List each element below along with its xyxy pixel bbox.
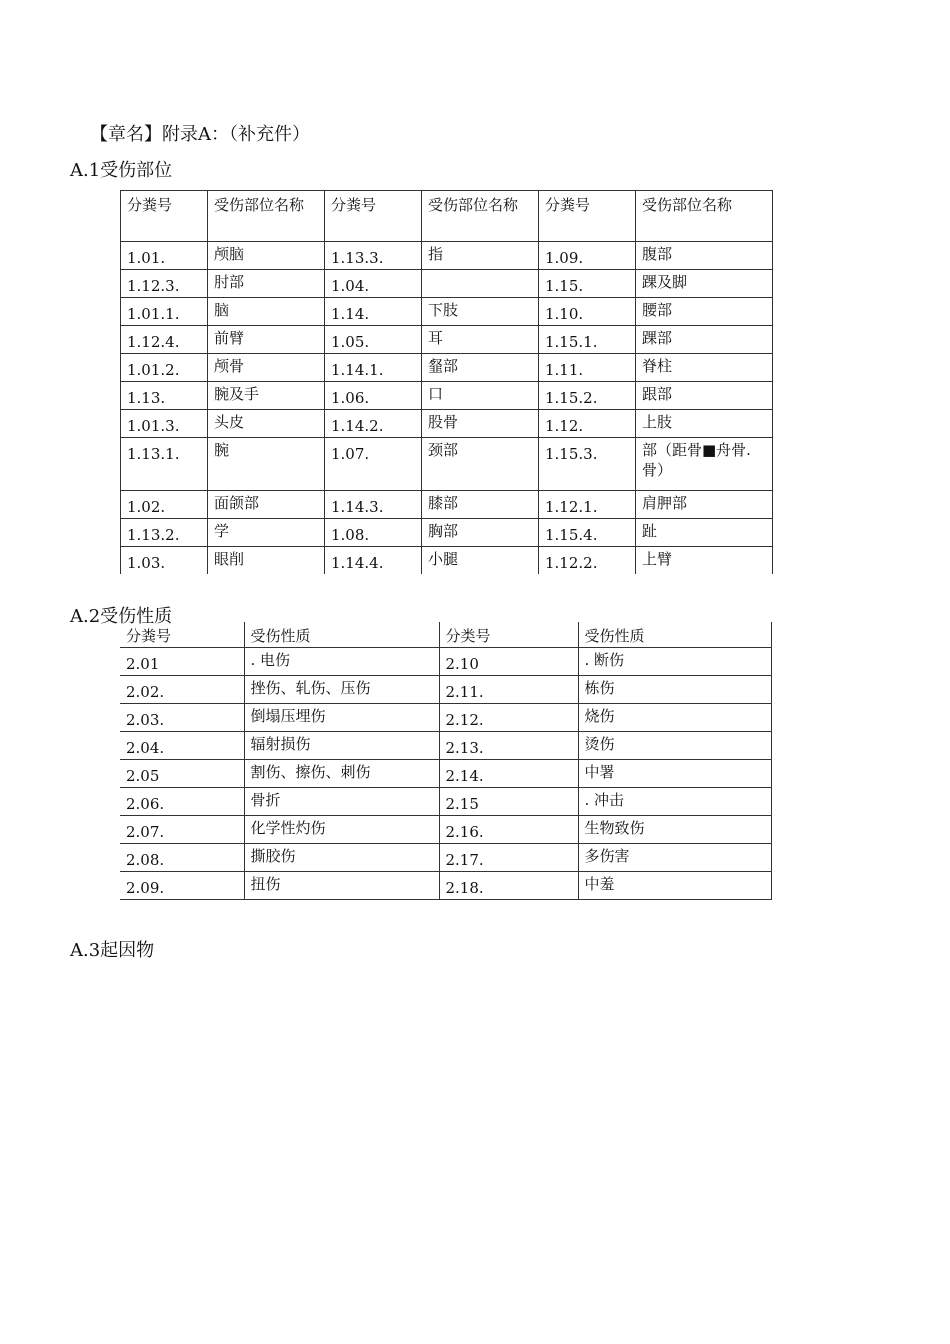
table-row [121, 547, 773, 575]
name-cell: 胸部 [422, 519, 539, 547]
table-row [121, 242, 773, 270]
code-cell: 1.01.2. [121, 354, 208, 382]
name-cell: 颅骨 [208, 354, 325, 382]
name-cell: 膝部 [422, 491, 539, 519]
name-cell: 生物致伤 [578, 816, 771, 844]
code-cell: 2.15 [439, 788, 578, 816]
chapter-title: 【章名】附录A：（补充件） [90, 124, 310, 145]
code-cell: 1.14.1. [325, 354, 422, 382]
name-cell: 烫伤 [578, 732, 771, 760]
injury-nature-table [120, 622, 772, 900]
name-cell: 踝部 [636, 326, 773, 354]
code-cell: 2.11. [439, 676, 578, 704]
code-cell: 1.13.1. [121, 438, 208, 491]
column-header: 分粪号 [121, 191, 208, 242]
name-cell: 上肢 [636, 410, 773, 438]
table-row [121, 491, 773, 519]
table-row [120, 704, 771, 732]
name-cell: 下肢 [422, 298, 539, 326]
name-cell: 中羞 [578, 872, 771, 900]
code-cell: 2.02. [120, 676, 244, 704]
section-heading-a1: A.1受伤部位 [70, 160, 173, 181]
code-cell: 2.10 [439, 648, 578, 676]
code-cell: 1.15.2. [539, 382, 636, 410]
name-cell: 小腿 [422, 547, 539, 575]
name-cell: 跟部 [636, 382, 773, 410]
section-heading-a3: A.3起因物 [70, 940, 155, 961]
column-header: 受伤性质 [578, 622, 771, 648]
name-cell: . 电伤 [244, 648, 439, 676]
code-cell: 2.08. [120, 844, 244, 872]
code-cell: 1.14.4. [325, 547, 422, 575]
table-row [120, 732, 771, 760]
code-cell: 1.01.3. [121, 410, 208, 438]
column-header: 受伤部位名称 [636, 191, 773, 242]
name-cell: 腰部 [636, 298, 773, 326]
table-row [120, 676, 771, 704]
column-header: 分粪号 [120, 622, 244, 648]
code-cell: 2.12. [439, 704, 578, 732]
code-cell: 1.07. [325, 438, 422, 491]
code-cell: 1.15.1. [539, 326, 636, 354]
name-cell: 扭伤 [244, 872, 439, 900]
name-cell: 脊柱 [636, 354, 773, 382]
code-cell: 1.15.4. [539, 519, 636, 547]
code-cell: 1.13. [121, 382, 208, 410]
name-cell: 口 [422, 382, 539, 410]
name-cell: 耳 [422, 326, 539, 354]
code-cell: 1.08. [325, 519, 422, 547]
name-cell: 颅脑 [208, 242, 325, 270]
injury-location-table [120, 190, 773, 574]
table-row [121, 438, 773, 491]
code-cell: 1.04. [325, 270, 422, 298]
name-cell: 腕及手 [208, 382, 325, 410]
code-cell: 1.01.1. [121, 298, 208, 326]
name-cell: . 断伤 [578, 648, 771, 676]
name-cell: 中署 [578, 760, 771, 788]
code-cell: 1.14.3. [325, 491, 422, 519]
name-cell: 腹部 [636, 242, 773, 270]
name-cell: 韰部 [422, 354, 539, 382]
name-cell: 部（距骨■舟骨.骨） [636, 438, 773, 491]
name-cell: 上臂 [636, 547, 773, 575]
name-cell: 肩胛部 [636, 491, 773, 519]
code-cell: 1.12.3. [121, 270, 208, 298]
code-cell: 1.12. [539, 410, 636, 438]
code-cell: 1.09. [539, 242, 636, 270]
code-cell: 1.15.3. [539, 438, 636, 491]
name-cell: 前臂 [208, 326, 325, 354]
code-cell: 1.12.2. [539, 547, 636, 575]
table-row [121, 519, 773, 547]
name-cell [422, 270, 539, 298]
name-cell: . 冲击 [578, 788, 771, 816]
table-row [120, 816, 771, 844]
code-cell: 2.07. [120, 816, 244, 844]
name-cell: 趾 [636, 519, 773, 547]
name-cell: 头皮 [208, 410, 325, 438]
column-header: 分粪号 [539, 191, 636, 242]
code-cell: 2.09. [120, 872, 244, 900]
code-cell: 1.13.2. [121, 519, 208, 547]
code-cell: 1.06. [325, 382, 422, 410]
name-cell: 多伤害 [578, 844, 771, 872]
code-cell: 1.12.1. [539, 491, 636, 519]
name-cell: 腕 [208, 438, 325, 491]
column-header: 受伤部位名称 [422, 191, 539, 242]
table-row [120, 872, 771, 900]
name-cell: 化学性灼伤 [244, 816, 439, 844]
name-cell: 脑 [208, 298, 325, 326]
column-header: 受伤部位名称 [208, 191, 325, 242]
code-cell: 1.12.4. [121, 326, 208, 354]
code-cell: 2.01 [120, 648, 244, 676]
code-cell: 1.05. [325, 326, 422, 354]
code-cell: 1.03. [121, 547, 208, 575]
code-cell: 2.04. [120, 732, 244, 760]
name-cell: 指 [422, 242, 539, 270]
name-cell: 挫伤、轧伤、压伤 [244, 676, 439, 704]
table-row [121, 326, 773, 354]
table-row [120, 844, 771, 872]
code-cell: 1.02. [121, 491, 208, 519]
code-cell: 1.11. [539, 354, 636, 382]
name-cell: 栋伤 [578, 676, 771, 704]
table-header-row [121, 191, 773, 242]
section-heading-a2: A.2受伤性质 [70, 606, 173, 627]
code-cell: 1.10. [539, 298, 636, 326]
code-cell: 2.14. [439, 760, 578, 788]
table-row [120, 760, 771, 788]
name-cell: 学 [208, 519, 325, 547]
code-cell: 1.14. [325, 298, 422, 326]
table-row [121, 382, 773, 410]
name-cell: 踝及脚 [636, 270, 773, 298]
column-header: 分粪号 [325, 191, 422, 242]
code-cell: 2.03. [120, 704, 244, 732]
code-cell: 1.01. [121, 242, 208, 270]
code-cell: 1.14.2. [325, 410, 422, 438]
table-row [120, 648, 771, 676]
code-cell: 2.18. [439, 872, 578, 900]
table-row [120, 788, 771, 816]
name-cell: 肘部 [208, 270, 325, 298]
code-cell: 2.06. [120, 788, 244, 816]
code-cell: 2.17. [439, 844, 578, 872]
name-cell: 辐射损伤 [244, 732, 439, 760]
name-cell: 颈部 [422, 438, 539, 491]
name-cell: 烧伤 [578, 704, 771, 732]
code-cell: 1.15. [539, 270, 636, 298]
table-row [121, 298, 773, 326]
column-header: 分类号 [439, 622, 578, 648]
table-header-row [120, 622, 771, 648]
code-cell: 1.13.3. [325, 242, 422, 270]
name-cell: 倒塌压埋伤 [244, 704, 439, 732]
table-row [121, 354, 773, 382]
table-row [121, 270, 773, 298]
name-cell: 眼削 [208, 547, 325, 575]
name-cell: 股骨 [422, 410, 539, 438]
name-cell: 骨折 [244, 788, 439, 816]
table-row [121, 410, 773, 438]
name-cell: 割伤、擦伤、刺伤 [244, 760, 439, 788]
name-cell: 面颌部 [208, 491, 325, 519]
name-cell: 撕胶伤 [244, 844, 439, 872]
column-header: 受伤性质 [244, 622, 439, 648]
code-cell: 2.13. [439, 732, 578, 760]
code-cell: 2.16. [439, 816, 578, 844]
code-cell: 2.05 [120, 760, 244, 788]
